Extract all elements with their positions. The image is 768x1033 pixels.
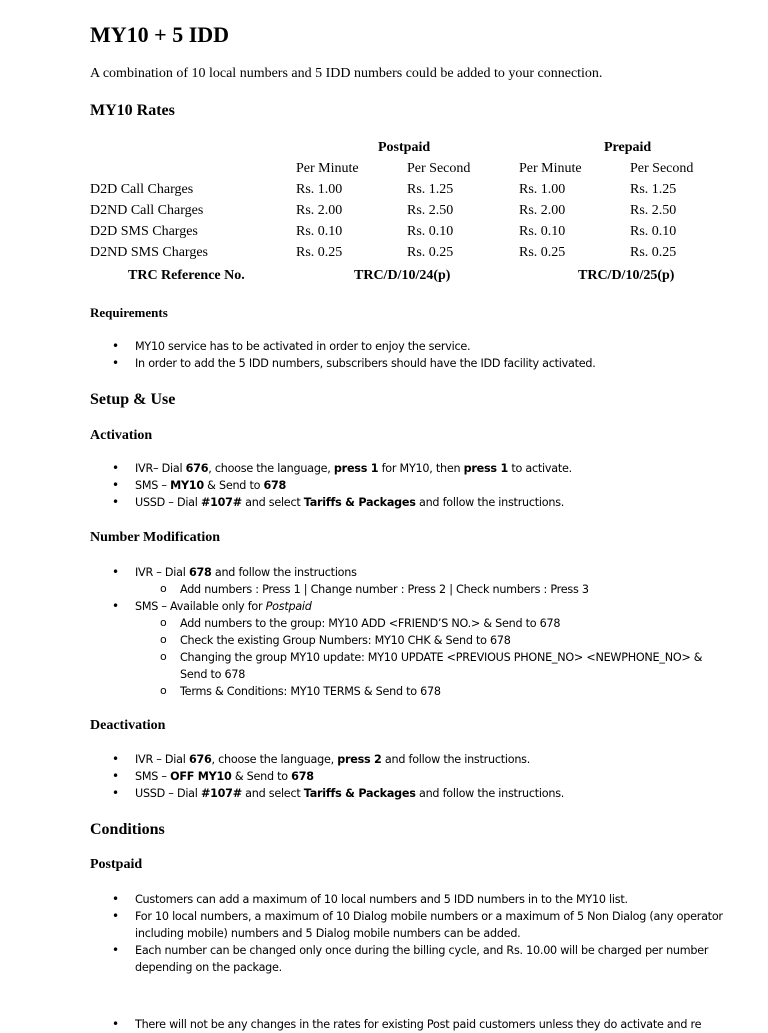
- rate-cell: Rs. 2.00: [296, 203, 343, 218]
- list-item: • SMS – Available only for Postpaid o Add numbers to the group: MY10 ADD <FRIEND’S NO.> & Send to 678 o Check the existing Group Numbers: MY10 CHK & Send to 678 o Changing the group MY10 update: MY10 UPDATE <PREVIOUS PHONE_NO> <NEWPHONE_NO> & Send to 678 o Terms & Conditions: MY10 TERMS & Send to 678: [90, 598, 730, 700]
- trc-postpaid: TRC/D/10/24(p): [354, 268, 451, 283]
- list-item: • In order to add the 5 IDD numbers, subscribers should have the IDD facility activated.: [90, 355, 730, 372]
- sub-list: [135, 615, 730, 700]
- sub-list-item: o Terms & Conditions: MY10 TERMS & Send to 678: [135, 683, 730, 700]
- setup-heading: Setup & Use: [90, 391, 176, 408]
- page-title: MY10 + 5 IDD: [90, 22, 230, 47]
- sub-list-item: o Check the existing Group Numbers: MY10 CHK & Send to 678: [135, 632, 730, 649]
- rate-cell: Rs. 0.10: [519, 224, 566, 239]
- activation-heading: Activation: [90, 428, 153, 443]
- rate-cell: Rs. 0.10: [296, 224, 343, 239]
- list-item: • USSD – Dial #107# and select Tariffs & Packages and follow the instructions.: [90, 785, 730, 802]
- rate-cell: Rs. 0.25: [519, 245, 566, 260]
- modification-heading: Number Modification: [90, 530, 221, 545]
- col-header: Per Second: [630, 161, 694, 176]
- row-label: D2ND Call Charges: [90, 203, 204, 218]
- row-label: D2D Call Charges: [90, 182, 194, 197]
- rate-cell: Rs. 1.00: [296, 182, 343, 197]
- rate-cell: Rs. 0.25: [296, 245, 343, 260]
- rate-cell: Rs. 1.00: [519, 182, 566, 197]
- sub-list: [135, 581, 730, 598]
- rate-cell: Rs. 0.10: [407, 224, 454, 239]
- rate-cell: Rs. 2.50: [630, 203, 677, 218]
- col-header: Per Second: [407, 161, 471, 176]
- rates-heading: MY10 Rates: [90, 102, 175, 119]
- list-item: • MY10 service has to be activated in order to enjoy the service.: [90, 338, 730, 355]
- rate-cell: Rs. 0.10: [630, 224, 677, 239]
- sub-list-item: o Changing the group MY10 update: MY10 UPDATE <PREVIOUS PHONE_NO> <NEWPHONE_NO> & Send to 678: [135, 649, 730, 683]
- intro-text: A combination of 10 local numbers and 5 IDD numbers could be added to your connection.: [90, 66, 603, 81]
- trc-label: TRC Reference No.: [128, 268, 245, 283]
- sub-list-item: o Add numbers to the group: MY10 ADD <FRIEND’S NO.> & Send to 678: [135, 615, 730, 632]
- col-header: Per Minute: [296, 161, 359, 176]
- sub-list-item: o Add numbers : Press 1 | Change number : Press 2 | Check numbers : Press 3: [135, 581, 730, 598]
- rate-cell: Rs. 0.25: [630, 245, 677, 260]
- rate-cell: Rs. 2.50: [407, 203, 454, 218]
- postpaid-conditions-list-continued: [90, 1016, 701, 1033]
- list-item: • IVR– Dial 676, choose the language, press 1 for MY10, then press 1 to activate.: [90, 460, 730, 477]
- conditions-heading: Conditions: [90, 821, 165, 838]
- list-item: • IVR – Dial 676, choose the language, press 2 and follow the instructions.: [90, 751, 730, 768]
- row-label: D2D SMS Charges: [90, 224, 198, 239]
- modification-list: [90, 564, 730, 700]
- list-item: • Customers can add a maximum of 10 local numbers and 5 IDD numbers in to the MY10 list.: [90, 891, 730, 908]
- col-header: Per Minute: [519, 161, 582, 176]
- list-item: • IVR – Dial 678 and follow the instructions o Add numbers : Press 1 | Change number : Press 2 | Check numbers : Press 3: [90, 564, 730, 598]
- deactivation-heading: Deactivation: [90, 718, 166, 733]
- postpaid-group-header: Postpaid: [378, 140, 431, 155]
- deactivation-list: [90, 751, 730, 802]
- requirements-list: [90, 338, 730, 372]
- rate-cell: Rs. 1.25: [630, 182, 677, 197]
- list-item: • SMS – OFF MY10 & Send to 678: [90, 768, 730, 785]
- list-item: • There will not be any changes in the rates for existing Post paid customers unless they do activate and re: [90, 1016, 701, 1033]
- postpaid-heading: Postpaid: [90, 857, 143, 872]
- activation-list: [90, 460, 730, 511]
- rate-cell: Rs. 2.00: [519, 203, 566, 218]
- prepaid-group-header: Prepaid: [604, 140, 652, 155]
- list-item: • For 10 local numbers, a maximum of 10 Dialog mobile numbers or a maximum of 5 Non Dialog (any operator including mobile) numbers and 5 Dialog mobile numbers can be added.: [90, 908, 730, 942]
- rate-cell: Rs. 0.25: [407, 245, 454, 260]
- postpaid-conditions-list: [90, 891, 730, 976]
- rate-cell: Rs. 1.25: [407, 182, 454, 197]
- trc-prepaid: TRC/D/10/25(p): [578, 268, 675, 283]
- row-label: D2ND SMS Charges: [90, 245, 208, 260]
- list-item: • Each number can be changed only once during the billing cycle, and Rs. 10.00 will be charged per number depending on the package.: [90, 942, 730, 976]
- list-item: • SMS – MY10 & Send to 678: [90, 477, 730, 494]
- list-item: • USSD – Dial #107# and select Tariffs & Packages and follow the instructions.: [90, 494, 730, 511]
- requirements-heading: Requirements: [90, 305, 168, 320]
